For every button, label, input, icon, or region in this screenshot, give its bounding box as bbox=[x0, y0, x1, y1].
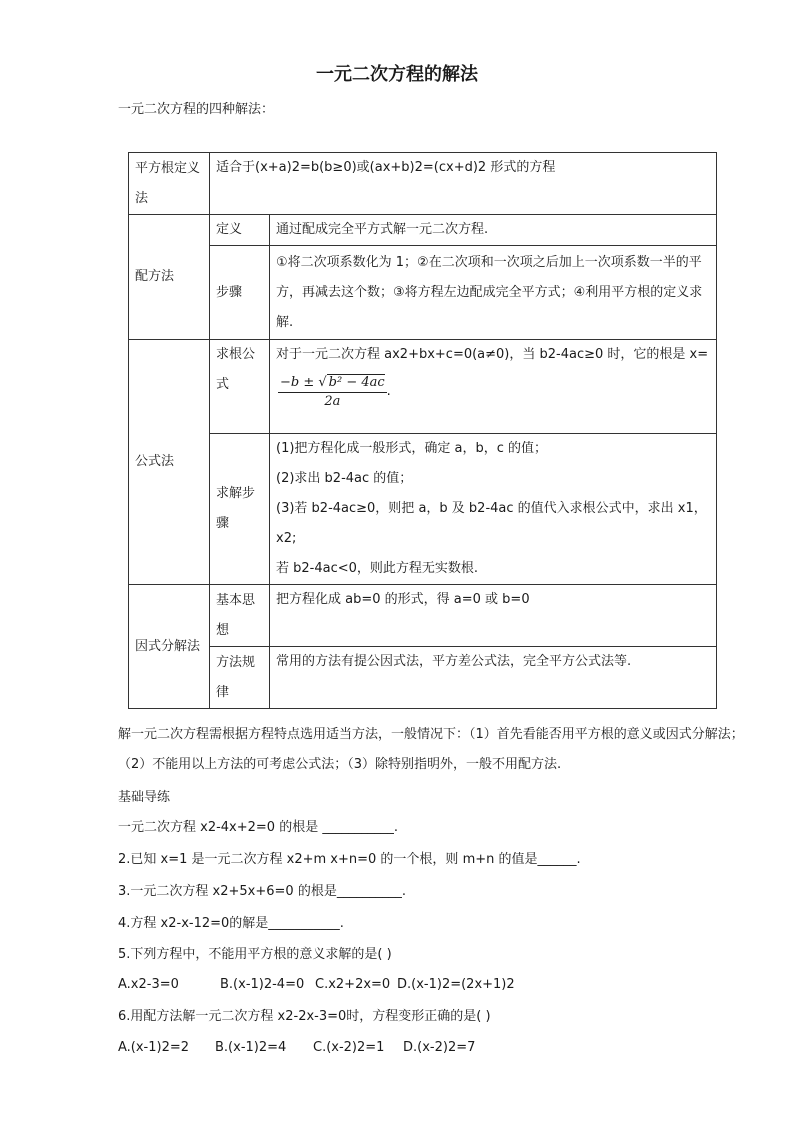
sqrt-method-desc: 适合于(x+a)2=b(b≥0)或(ax+b)2=(cx+d)2 形式的方程 bbox=[210, 153, 717, 215]
factor-idea-label: 基本思想 bbox=[210, 585, 270, 647]
option-a: A.x2-3=0 bbox=[118, 977, 179, 992]
option-d: D.(x-2)2=7 bbox=[403, 1040, 476, 1055]
question-3: 3.一元二次方程 x2+5x+6=0 的根是__________. bbox=[118, 884, 406, 899]
section-label: 基础导练 bbox=[118, 790, 171, 805]
methods-table bbox=[128, 152, 717, 709]
root-formula-fraction bbox=[278, 374, 387, 411]
option-b: B.(x-1)2=4 bbox=[215, 1040, 287, 1055]
factor-rule-text: 常用的方法有提公因式法，平方差公式法，完全平方公式法等. bbox=[270, 647, 717, 709]
factor-idea-text: 把方程化成 ab=0 的形式，得 a=0 或 b=0 bbox=[270, 585, 717, 647]
option-d: D.(x-1)2=(2x+1)2 bbox=[397, 977, 515, 992]
option-c: C.(x-2)2=1 bbox=[313, 1040, 385, 1055]
sqrt-method-name: 平方根定义法 bbox=[129, 153, 210, 215]
question-5-options bbox=[118, 970, 748, 1000]
root-formula-numerator: −b ± √ b² − 4ac bbox=[278, 374, 387, 393]
summary-paragraph: 解一元二次方程需根据方程特点选用适当方法，一般情况下：（1）首先看能否用平方根的意义或因式分解法；（2）不能用以上方法的可考虑公式法；（3）除特别指明外，一般不用配方法. bbox=[118, 727, 744, 772]
question-2: 2.已知 x=1 是一元二次方程 x2+m x+n=0 的一个根，则 m+n 的值是______. bbox=[118, 852, 581, 867]
root-formula-label: 求根公式 bbox=[210, 340, 270, 434]
page-title: 一元二次方程的解法 bbox=[316, 64, 478, 85]
root-formula-denominator: 2a bbox=[324, 394, 341, 409]
solve-step-line: 若 b2-4ac<0，则此方程无实数根. bbox=[276, 561, 479, 576]
complete-square-steps-label: 步骤 bbox=[210, 246, 270, 340]
solve-steps-label: 求解步骤 bbox=[210, 434, 270, 585]
factor-method-name: 因式分解法 bbox=[129, 585, 210, 709]
intro-text: 一元二次方程的四种解法： bbox=[118, 102, 275, 117]
option-b: B.(x-1)2-4=0 bbox=[220, 977, 305, 992]
question-5: 5.下列方程中，不能用平方根的意义求解的是( ) bbox=[118, 947, 392, 962]
complete-square-def-label: 定义 bbox=[210, 215, 270, 246]
question-4: 4.方程 x2-x-12=0的解是___________. bbox=[118, 916, 344, 931]
complete-square-name: 配方法 bbox=[129, 215, 210, 340]
question-6-options bbox=[118, 1033, 748, 1063]
option-c: C.x2+2x=0 bbox=[315, 977, 391, 992]
solve-steps-cell bbox=[270, 434, 717, 585]
root-formula-cell bbox=[270, 340, 717, 434]
option-a: A.(x-1)2=2 bbox=[118, 1040, 190, 1055]
numerator-radicand: b² − 4ac bbox=[328, 375, 385, 390]
factor-rule-label: 方法规律 bbox=[210, 647, 270, 709]
root-formula-end: . bbox=[386, 384, 391, 399]
solve-step-line: (1)把方程化成一般形式，确定 a，b，c 的值； bbox=[276, 441, 548, 456]
numerator-prefix: −b ± bbox=[280, 375, 319, 390]
solve-step-line: (2)求出 b2-4ac 的值； bbox=[276, 471, 413, 486]
complete-square-def-text: 通过配成完全平方式解一元二次方程. bbox=[270, 215, 717, 246]
solve-step-line: (3)若 b2-4ac≥0，则把 a，b 及 b2-4ac 的值代入求根公式中，求出 x1，x2; bbox=[276, 501, 707, 546]
question-1: 一元二次方程 x2-4x+2=0 的根是 ___________. bbox=[118, 820, 398, 835]
complete-square-steps-text: ①将二次项系数化为 1；②在二次项和一次项之后加上一次项系数一半的平方，再减去这个数；③将方程左边配成完全平方式；④利用平方根的定义求解. bbox=[270, 246, 717, 340]
root-formula-text: 对于一元二次方程 ax2+bx+c=0(a≠0)，当 b2-4ac≥0 时，它的根是 x= bbox=[276, 347, 709, 362]
formula-method-name: 公式法 bbox=[129, 340, 210, 585]
question-6: 6.用配方法解一元二次方程 x2-2x-3=0时，方程变形正确的是( ) bbox=[118, 1009, 491, 1024]
